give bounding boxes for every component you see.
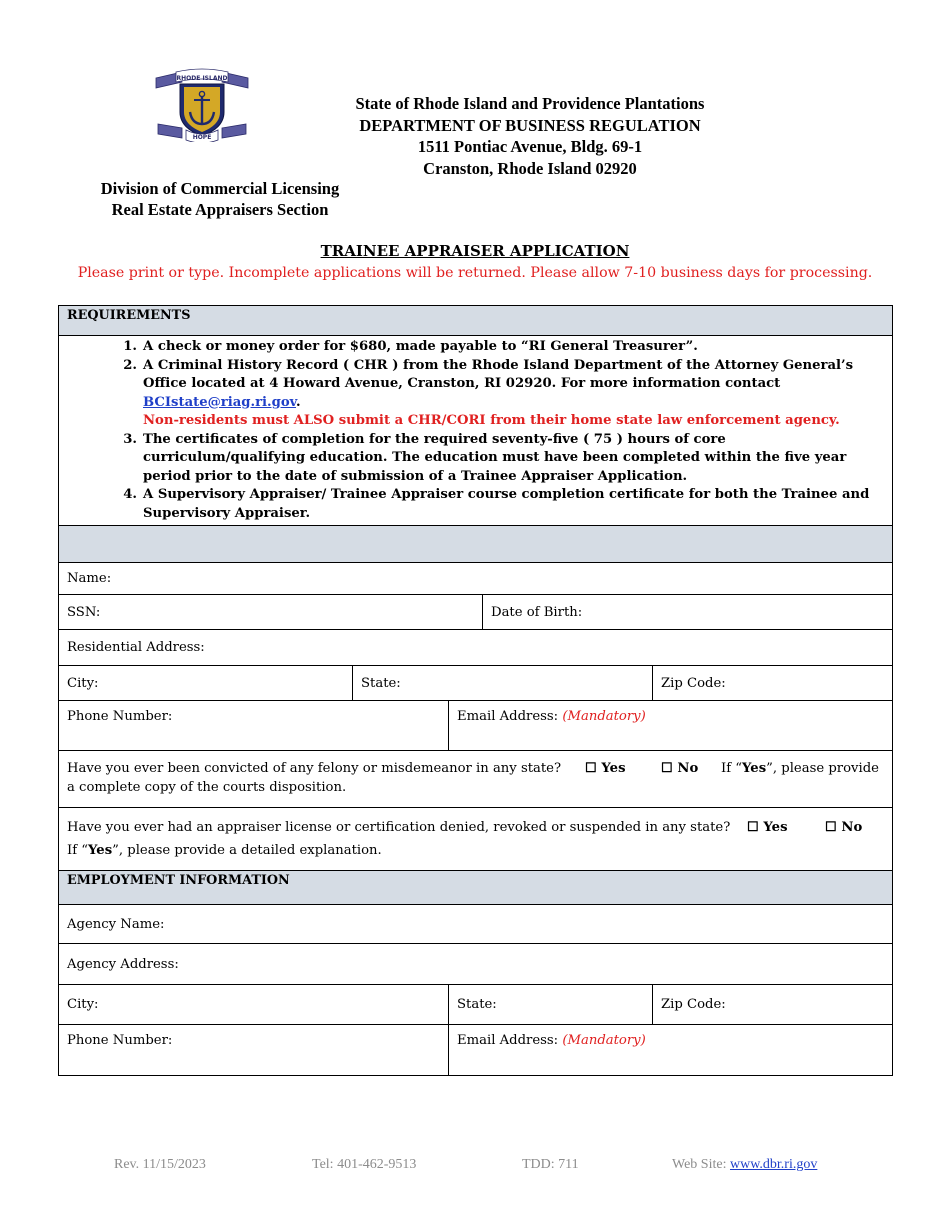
seal-motto-text: HOPE (192, 134, 212, 141)
list-item (67, 486, 884, 523)
email-label: Email Address: (457, 709, 563, 724)
requirements-heading: REQUIREMENTS (59, 306, 893, 336)
email-label: Email Address: (457, 1033, 563, 1048)
applicant-section-heading (59, 526, 893, 563)
item-text-end: . (296, 394, 301, 410)
attorney-general-email-link[interactable]: BCIstate@riag.ri.gov (143, 394, 297, 410)
telephone-number: Tel: 401-462-9513 (312, 1157, 417, 1172)
division-header (60, 178, 380, 220)
header-line-department: DEPARTMENT OF BUSINESS REGULATION (359, 115, 701, 135)
agency-email-address-field[interactable] (449, 1025, 893, 1076)
list-item (67, 357, 884, 431)
website (672, 1157, 817, 1173)
application-form (58, 305, 893, 1076)
agency-state-field[interactable]: State: (449, 985, 653, 1025)
name-field[interactable]: Name: (59, 563, 893, 595)
agency-name-field[interactable]: Agency Name: (59, 905, 893, 944)
phone-number-field[interactable]: Phone Number: (59, 701, 449, 751)
item-number: 4. (123, 487, 137, 502)
list-item (67, 431, 884, 487)
date-of-birth-field[interactable]: Date of Birth: (483, 595, 893, 630)
agency-address-field[interactable]: Agency Address: (59, 944, 893, 985)
license-followup-text: If “Yes”, please provide a detailed explanation. (67, 843, 382, 858)
department-header (290, 93, 770, 179)
website-label: Web Site: (672, 1157, 730, 1172)
city-field[interactable]: City: (59, 666, 353, 701)
tdd-number: TDD: 711 (522, 1157, 579, 1172)
ssn-field[interactable]: SSN: (59, 595, 483, 630)
item-number: 3. (123, 431, 137, 447)
felony-question (59, 751, 893, 808)
email-address-field[interactable] (449, 701, 893, 751)
state-field[interactable]: State: (353, 666, 653, 701)
license-no-checkbox[interactable]: ☐ No (825, 820, 863, 835)
item-text-main: A Criminal History Record ( CHR ) from the Rhode Island Department of the Attorney General’s Office located at 4 Howard Avenue, Cranston, RI 02920. For more information contact (143, 357, 854, 391)
mandatory-note: (Mandatory) (562, 709, 646, 724)
item-number: 1. (123, 339, 137, 354)
item-text (143, 357, 884, 431)
item-text: The certificates of completion for the required seventy-five ( 75 ) hours of core curriculum/qualifying education. The education must have been completed within the five year period prior to the date of submission of a Trainee Appraiser Application. (143, 431, 847, 484)
revision-date: Rev. 11/15/2023 (114, 1157, 206, 1172)
zip-code-field[interactable]: Zip Code: (653, 666, 893, 701)
seal-banner-text: RHODE ISLAND (176, 75, 228, 82)
license-question (59, 808, 893, 871)
header-line-state: State of Rhode Island and Providence Plantations (355, 94, 705, 113)
item-text: A check or money order for $680, made payable to “RI General Treasurer”. (143, 339, 698, 354)
header-line-city: Cranston, Rhode Island 02920 (423, 158, 637, 178)
felony-yes-checkbox[interactable]: ☐ Yes (585, 761, 626, 776)
division-line-2: Real Estate Appraisers Section (111, 200, 329, 219)
felony-followup-line: a complete copy of the courts disposition. (67, 780, 347, 795)
item-text: A Supervisory Appraiser/ Trainee Appraiser course completion certificate for both the Trainee and Supervisory Appraiser. (143, 487, 870, 521)
license-yes-checkbox[interactable]: ☐ Yes (747, 820, 788, 835)
agency-city-field[interactable]: City: (59, 985, 449, 1025)
state-seal (152, 68, 252, 142)
non-resident-note: Non-residents must ALSO submit a CHR/CORI from their home state law enforcement agency. (143, 413, 840, 428)
residential-address-field[interactable]: Residential Address: (59, 630, 893, 666)
website-link[interactable]: www.dbr.ri.gov (729, 1157, 818, 1172)
item-number: 2. (123, 357, 137, 373)
felony-question-text: Have you ever been convicted of any felony or misdemeanor in any state? (67, 761, 562, 776)
felony-no-checkbox[interactable]: ☐ No (661, 761, 699, 776)
requirements-list (59, 336, 893, 526)
header-line-street: 1511 Pontiac Avenue, Bldg. 69-1 (417, 137, 643, 156)
division-line-1: Division of Commercial Licensing (100, 179, 340, 198)
mandatory-note: (Mandatory) (562, 1033, 646, 1048)
felony-followup-text: If “Yes”, please provide (721, 761, 879, 776)
license-question-text: Have you ever had an appraiser license or certification denied, revoked or suspended in any state? (67, 820, 731, 835)
form-instructions: Please print or type. Incomplete applications will be returned. Please allow 7-10 business days for processing. (77, 265, 873, 281)
agency-zip-code-field[interactable]: Zip Code: (653, 985, 893, 1025)
agency-phone-number-field[interactable]: Phone Number: (59, 1025, 449, 1076)
list-item (67, 338, 884, 357)
form-title: TRAINEE APPRAISER APPLICATION (320, 242, 630, 260)
employment-heading: EMPLOYMENT INFORMATION (59, 871, 893, 905)
